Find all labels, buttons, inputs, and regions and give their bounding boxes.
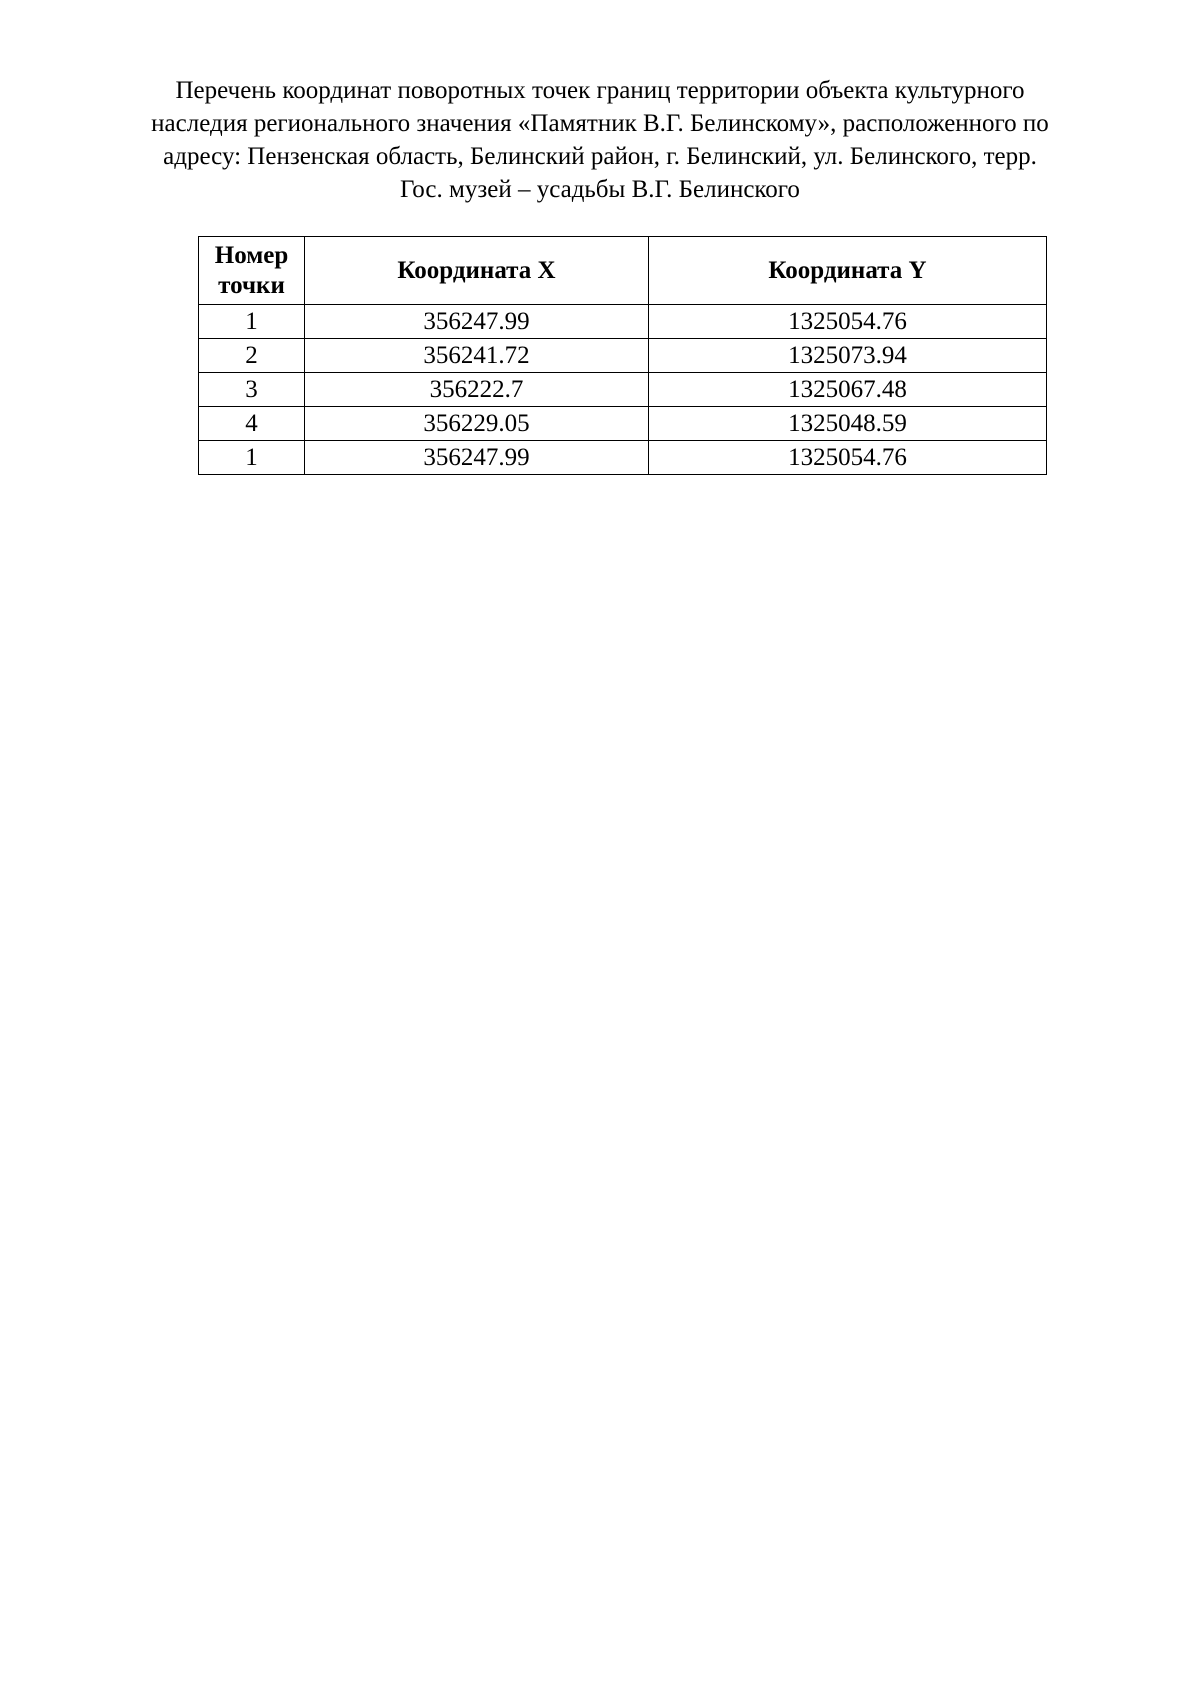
- coordinates-table: [198, 236, 1047, 475]
- header-point-number-line2: точки: [218, 271, 285, 299]
- cell-y: 1325073.94: [649, 339, 1047, 373]
- cell-point: 1: [199, 441, 305, 475]
- title-line: наследия регионального значения «Памятник В.Г. Белинскому», расположенного по: [151, 110, 1049, 137]
- cell-x: 356241.72: [305, 339, 649, 373]
- table-row: [199, 441, 1047, 475]
- header-coord-x: Координата X: [305, 237, 649, 305]
- cell-y: 1325054.76: [649, 305, 1047, 339]
- cell-point: 4: [199, 407, 305, 441]
- title-line: адресу: Пензенская область, Белинский район, г. Белинский, ул. Белинского, терр.: [163, 143, 1037, 170]
- table-header-row: [199, 237, 1047, 305]
- cell-point: 2: [199, 339, 305, 373]
- table-row: [199, 407, 1047, 441]
- cell-y: 1325054.76: [649, 441, 1047, 475]
- header-point-number-line1: Номер: [214, 241, 289, 269]
- table-row: [199, 339, 1047, 373]
- cell-point: 3: [199, 373, 305, 407]
- table-row: [199, 373, 1047, 407]
- document-title: [100, 74, 1100, 206]
- cell-x: 356229.05: [305, 407, 649, 441]
- cell-x: 356247.99: [305, 441, 649, 475]
- cell-point: 1: [199, 305, 305, 339]
- cell-y: 1325067.48: [649, 373, 1047, 407]
- header-coord-y: Координата Y: [649, 237, 1047, 305]
- header-point-number: [199, 237, 305, 305]
- title-line: Перечень координат поворотных точек границ территории объекта культурного: [175, 77, 1025, 104]
- cell-x: 356222.7: [305, 373, 649, 407]
- title-line: Гос. музей – усадьбы В.Г. Белинского: [400, 176, 800, 203]
- cell-y: 1325048.59: [649, 407, 1047, 441]
- table-row: [199, 305, 1047, 339]
- cell-x: 356247.99: [305, 305, 649, 339]
